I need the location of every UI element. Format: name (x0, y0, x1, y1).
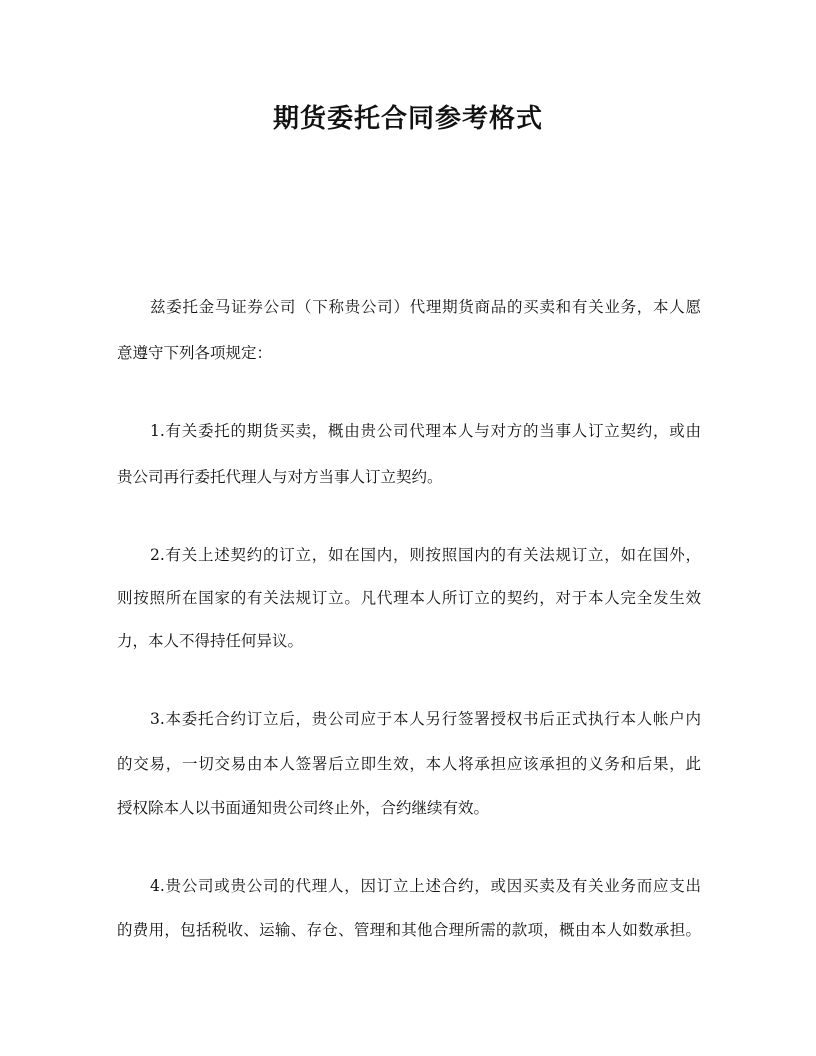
text-line: 贵公司再行委托代理人与对方当事人订立契约。 (117, 468, 443, 486)
text-line: 的费用，包括税收、运输、存仓、管理和其他合理所需的款项，概由本人如数承担。 (117, 921, 701, 939)
text-line: 2.有关上述契约的订立，如在国内，则按照国内的有关法规订立，如在国外， (150, 546, 701, 564)
document-title: 期货委托合同参考格式 (272, 104, 543, 134)
text-line: 1.有关委托的期货买卖，概由贵公司代理本人与对方的当事人订立契约，或由 (150, 422, 701, 440)
text-line: 授权除本人以书面通知贵公司终止外，合约继续有效。 (117, 799, 490, 817)
text-line: 4.贵公司或贵公司的代理人，因订立上述合约，或因买卖及有关业务而应支出 (150, 877, 701, 895)
text-line: 的交易，一切交易由本人签署后立即生效，本人将承担应该承担的义务和后果，此 (117, 755, 701, 773)
text-line: 意遵守下列各项规定： (117, 344, 273, 362)
text-line: 则按照所在国家的有关法规订立。凡代理本人所订立的契约，对于本人完全发生效 (117, 589, 701, 607)
text-line: 力，本人不得持任何异议。 (117, 632, 304, 650)
text-line: 3.本委托合约订立后，贵公司应于本人另行签署授权书后正式执行本人帐户内 (150, 710, 701, 728)
text-line: 兹委托金马证券公司（下称贵公司）代理期货商品的买卖和有关业务，本人愿 (150, 298, 701, 316)
